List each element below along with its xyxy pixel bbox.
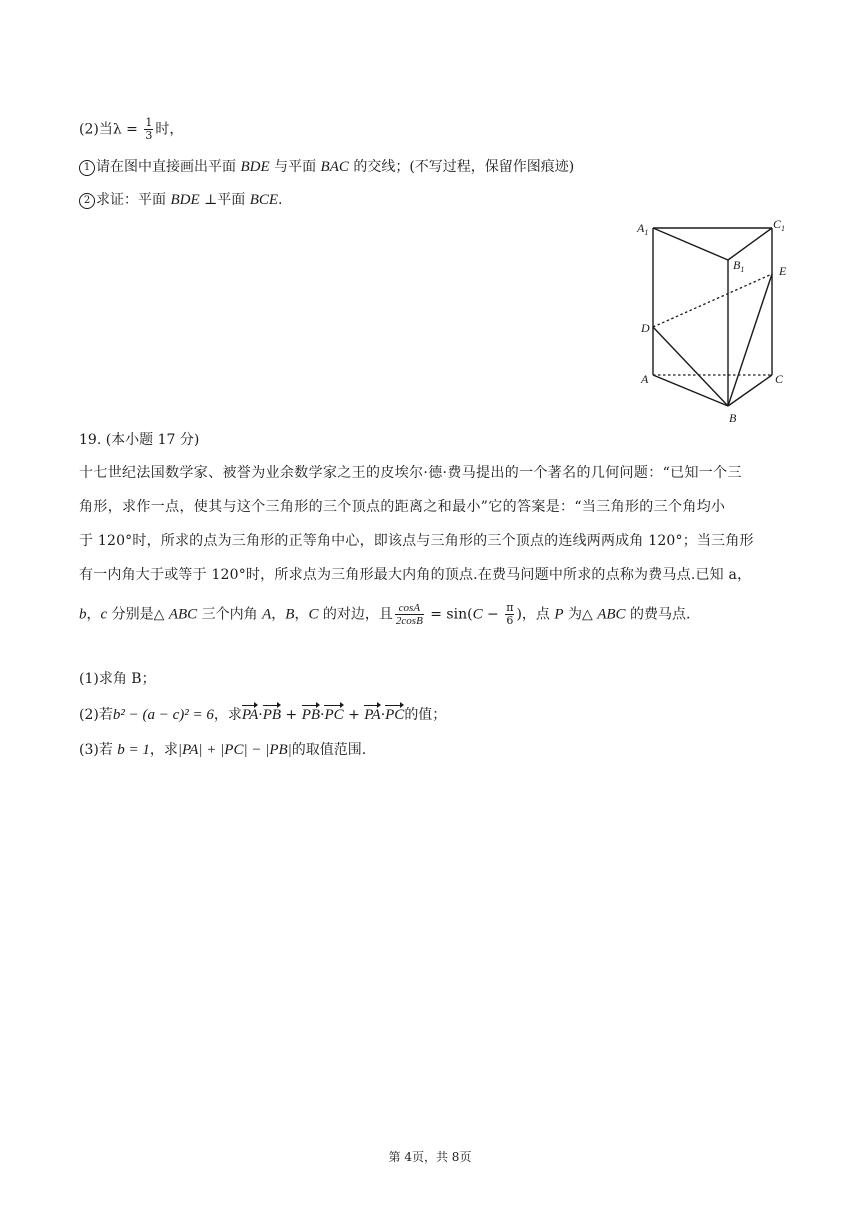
circled-number: 1: [79, 160, 95, 176]
hidden-edge-DE: [653, 274, 772, 327]
math-var: P: [554, 606, 564, 623]
text: ，: [294, 606, 309, 623]
math-expression: b = 1: [117, 742, 150, 758]
math-var: C: [472, 606, 483, 623]
label-B1: $B_1$: [733, 258, 745, 274]
text: 的对边，且: [318, 606, 393, 623]
label-A: A: [641, 372, 649, 386]
label-C: C: [775, 372, 784, 386]
text: ，求: [213, 707, 242, 723]
fraction-denominator: 6: [506, 614, 514, 627]
dot: ·: [258, 707, 263, 723]
fraction-numerator: 1: [145, 116, 153, 129]
math-var: BDE: [170, 192, 200, 208]
page-footer: 第 4页，共 8页: [388, 1150, 472, 1164]
circled-number: 2: [79, 193, 95, 209]
text: ⊥平面: [199, 192, 250, 208]
math-var: C: [308, 606, 319, 623]
vector-PB: PB: [262, 707, 282, 723]
text: (2)若: [79, 707, 113, 723]
math-var: BCE: [249, 192, 279, 208]
q18-part2-suffix: 时，: [155, 121, 184, 138]
text: 为△: [563, 606, 598, 623]
label-A1: $A_1$: [637, 221, 649, 237]
text: 的取值范围.: [291, 742, 367, 758]
fraction: [505, 602, 514, 627]
plus: +: [343, 707, 365, 723]
vector-PC: PC: [385, 707, 405, 723]
math-var: c: [100, 606, 108, 623]
edge-DB: [653, 327, 728, 406]
text: )，点: [516, 606, 555, 623]
text: (3)若: [79, 742, 118, 758]
edge-AB: [653, 375, 728, 406]
math-expression: b² − (a − c)² = 6: [112, 707, 214, 723]
vector-PB: PB: [301, 707, 321, 723]
fraction: [395, 602, 424, 627]
prism-figure: [632, 212, 792, 428]
text: .: [278, 192, 283, 208]
label-B: B: [729, 411, 737, 425]
label-D: D: [641, 321, 650, 335]
fraction-numerator: π: [506, 601, 514, 614]
text: 的费马点.: [625, 606, 691, 623]
text: ，: [271, 606, 286, 623]
math-var: ABC: [168, 606, 198, 623]
text: ，: [86, 606, 101, 623]
q19-part3: [79, 740, 366, 760]
text: 的值；: [404, 707, 447, 723]
q19-line4: 有一内角大于或等于 120°时，所求点为三角形最大内角的顶点.在费马问题中所求的点称为费马点.已知 a，: [79, 567, 752, 583]
text: 分别是△: [107, 606, 169, 623]
q18-item2: [79, 190, 283, 210]
vector-PA: PA: [241, 707, 259, 723]
math-var: B: [285, 606, 295, 623]
edge-EB: [728, 274, 772, 406]
math-var: BAC: [320, 159, 349, 175]
label-E: E: [779, 264, 787, 278]
q19-part1: (1)求角 B；: [79, 671, 156, 687]
text: 三个内角: [197, 606, 263, 623]
text: 请在图中直接画出平面: [96, 159, 241, 175]
label-C1: $C_1$: [773, 217, 786, 233]
vector-PC: PC: [324, 707, 344, 723]
q19-line5: [79, 602, 690, 627]
fraction-denominator: 3: [145, 129, 153, 142]
edge-B1C1: [728, 228, 772, 260]
q19-line2: 角形，求作一点，使其与这个三角形的三个顶点的距离之和最小”它的答案是：“当三角形的三个角均小: [79, 499, 726, 515]
edge-A1B1: [653, 228, 728, 260]
math-var: A: [262, 606, 272, 623]
q19-part2: [79, 705, 446, 725]
q19-line1: 十七世纪法国数学家、被誉为业余数学家之王的皮埃尔·德·费马提出的一个著名的几何问题：“已知一个三: [79, 465, 742, 481]
plus: +: [281, 707, 302, 723]
q19-line3: 于 120°时，所求的点为三角形的正等角中心，即该点与三角形的三个顶点的连线两两成角 120°；当三角形: [79, 533, 754, 549]
text: 求证：平面: [96, 192, 171, 208]
dot: ·: [380, 707, 386, 723]
fraction-numerator: cosA: [395, 602, 424, 615]
dot: ·: [320, 707, 325, 723]
text: = sin(: [425, 606, 473, 623]
math-var: b: [79, 606, 87, 623]
edge-BC: [728, 375, 772, 406]
text: 的交线；(不写过程，保留作图痕迹): [348, 159, 575, 175]
math-var: ABC: [597, 606, 626, 623]
fraction-denominator: 2cosB: [395, 615, 423, 627]
text: ，求: [149, 742, 178, 758]
q18-part2: [79, 117, 183, 142]
fraction: [144, 117, 153, 142]
text: 与平面: [269, 159, 321, 175]
vector-PA: PA: [364, 707, 381, 723]
q19-header: 19. (本小题 17 分): [79, 432, 200, 448]
q18-part2-prefix: (2)当λ =: [79, 121, 143, 138]
q18-item1: [79, 157, 574, 177]
text: −: [482, 606, 504, 623]
math-expression: |PA| + |PC| − |PB|: [177, 742, 292, 758]
math-var: BDE: [240, 159, 270, 175]
